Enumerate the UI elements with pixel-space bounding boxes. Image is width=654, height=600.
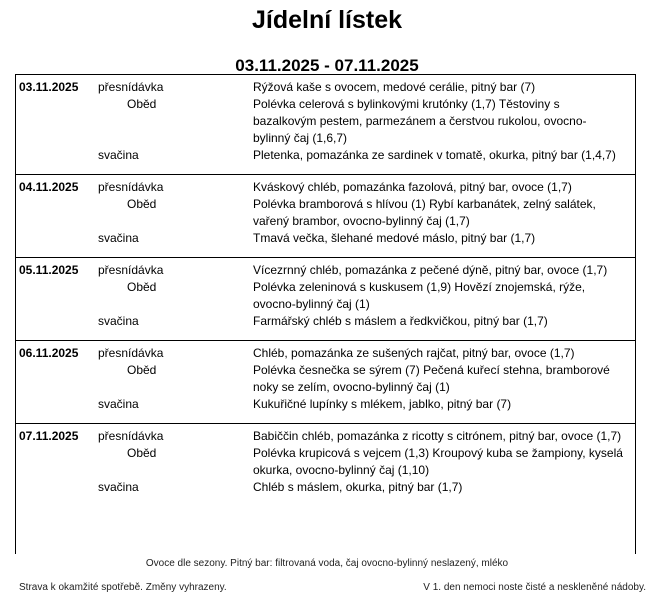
meal-row bbox=[16, 179, 635, 196]
meal-dish: Babiččin chléb, pomazánka z ricotty s citrónem, pitný bar, ovoce (1,7) bbox=[253, 429, 622, 443]
date-spacer bbox=[16, 445, 98, 479]
day-date: 03.11.2025 bbox=[19, 80, 79, 94]
date-spacer bbox=[16, 147, 98, 164]
meal-type: přesnídávka bbox=[98, 180, 164, 194]
meal-row bbox=[16, 396, 635, 413]
meal-type: svačina bbox=[98, 231, 139, 245]
meal-type: svačina bbox=[98, 397, 139, 411]
day-block bbox=[16, 341, 635, 424]
day-block bbox=[16, 258, 635, 341]
meal-row bbox=[16, 147, 635, 164]
meal-row bbox=[16, 479, 635, 496]
meal-dish: Pletenka, pomazánka ze sardinek v tomatě, okurka, pitný bar (1,4,7) bbox=[253, 148, 616, 162]
meal-type: svačina bbox=[98, 480, 139, 494]
date-spacer bbox=[16, 96, 98, 147]
meal-type: přesnídávka bbox=[98, 429, 164, 443]
meal-type: Oběd bbox=[127, 97, 157, 111]
meal-dish: Polévka bramborová s hlívou (1) Rybí karbanátek, zelný salátek, vařený brambor, ovocno-bylinný čaj (1,7) bbox=[253, 197, 596, 228]
meal-dish: Farmářský chléb s máslem a ředkvičkou, pitný bar (1,7) bbox=[253, 314, 548, 328]
meal-type: svačina bbox=[98, 314, 139, 328]
meal-dish: Polévka celerová s bylinkovými krutónky (1,7) Těstoviny s bazalkovým pestem, parmezánem a čerstvou rukolou, ovocno-bylinný čaj (1,6,7) bbox=[253, 97, 587, 145]
meal-row bbox=[16, 96, 635, 147]
footer-note: Ovoce dle sezony. Pitný bar: filtrovaná voda, čaj ovocno-bylinný neslazený, mléko bbox=[145, 558, 509, 569]
meal-type: svačina bbox=[98, 148, 139, 162]
meal-row bbox=[16, 230, 635, 247]
meal-type: Oběd bbox=[127, 363, 157, 377]
meal-dish: Vícezrnný chléb, pomazánka z pečené dýně, pitný bar, ovoce (1,7) bbox=[253, 263, 608, 277]
meal-type: Oběd bbox=[127, 446, 157, 460]
meal-type: Oběd bbox=[127, 280, 157, 294]
meal-row bbox=[16, 79, 635, 96]
meal-type: přesnídávka bbox=[98, 263, 164, 277]
date-range: 03.11.2025 - 07.11.2025 bbox=[235, 56, 419, 75]
date-spacer bbox=[16, 396, 98, 413]
meal-dish: Polévka krupicová s vejcem (1,3) Kroupový kuba se žampiony, kyselá okurka, ovocno-bylinný čaj (1,10) bbox=[253, 446, 623, 477]
meal-row bbox=[16, 196, 635, 230]
meal-dish: Rýžová kaše s ovocem, medové cerálie, pitný bar (7) bbox=[253, 80, 536, 94]
meal-dish: Kváskový chléb, pomazánka fazolová, pitný bar, ovoce (1,7) bbox=[253, 180, 572, 194]
date-spacer bbox=[16, 479, 98, 496]
meal-row bbox=[16, 262, 635, 279]
meal-dish: Polévka zeleninová s kuskusem (1,9) Hovězí znojemská, rýže, ovocno-bylinný čaj (1) bbox=[253, 280, 586, 311]
date-spacer bbox=[16, 362, 98, 396]
date-spacer bbox=[16, 196, 98, 230]
meal-row bbox=[16, 362, 635, 396]
meal-row bbox=[16, 345, 635, 362]
day-block bbox=[16, 175, 635, 258]
date-spacer bbox=[16, 230, 98, 247]
meal-type: Oběd bbox=[127, 197, 157, 211]
meal-row bbox=[16, 445, 635, 479]
meal-dish: Chléb, pomazánka ze sušených rajčat, pitný bar, ovoce (1,7) bbox=[253, 346, 575, 360]
footer-right: V 1. den nemoci noste čisté a neskleněné nádoby. bbox=[423, 582, 646, 593]
day-date: 07.11.2025 bbox=[19, 429, 79, 443]
menu-table bbox=[15, 74, 636, 554]
day-block bbox=[16, 424, 635, 506]
meal-dish: Polévka česnečka se sýrem (7) Pečená kuřecí stehna, bramborové noky se zelím, ovocno-bylinný čaj (1) bbox=[253, 363, 610, 394]
day-date: 06.11.2025 bbox=[19, 346, 79, 360]
page-title: Jídelní lístek bbox=[251, 6, 403, 34]
footer-left: Strava k okamžité spotřebě. Změny vyhrazeny. bbox=[19, 582, 227, 593]
date-spacer bbox=[16, 279, 98, 313]
meal-row bbox=[16, 313, 635, 330]
day-block bbox=[16, 75, 635, 175]
meal-dish: Kukuřičné lupínky s mlékem, jablko, pitný bar (7) bbox=[253, 397, 512, 411]
meal-row bbox=[16, 279, 635, 313]
day-date: 04.11.2025 bbox=[19, 180, 79, 194]
meal-type: přesnídávka bbox=[98, 346, 164, 360]
date-spacer bbox=[16, 313, 98, 330]
meal-dish: Chléb s máslem, okurka, pitný bar (1,7) bbox=[253, 480, 463, 494]
meal-row bbox=[16, 428, 635, 445]
day-date: 05.11.2025 bbox=[19, 263, 79, 277]
meal-dish: Tmavá večka, šlehané medové máslo, pitný bar (1,7) bbox=[253, 231, 536, 245]
meal-type: přesnídávka bbox=[98, 80, 164, 94]
